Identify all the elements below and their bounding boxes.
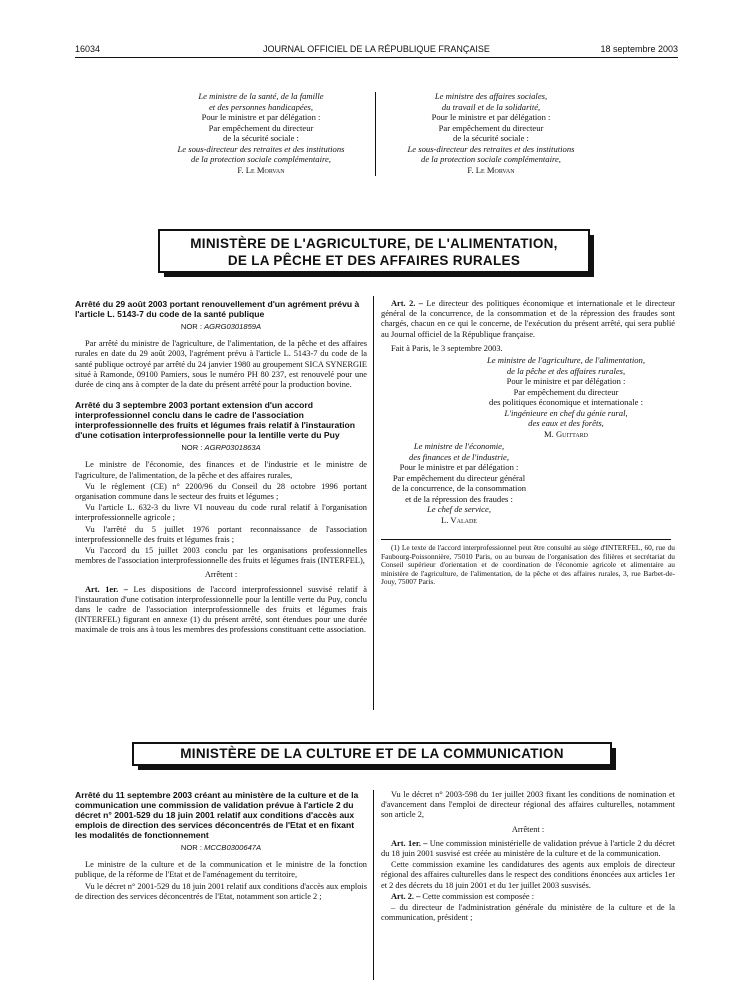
sig-line: Pour le ministre et par délégation :	[431, 112, 551, 122]
nor-code: MCCB0300647A	[204, 843, 262, 852]
sig-line: et de la répression des fraudes :	[405, 493, 513, 504]
sig-line: Le ministre de la santé, de la famille	[198, 91, 324, 101]
sig-line: Pour le ministre et par délégation :	[506, 376, 626, 387]
nor-label: NOR :	[180, 322, 205, 331]
ministry-heading-culture	[132, 742, 612, 766]
sig-line: Le ministre de l'agriculture, de l'alimentation,	[487, 355, 645, 366]
sig-line: de la protection sociale complémentaire,	[421, 154, 561, 164]
sig-line: de la pêche et des affaires rurales,	[506, 365, 626, 376]
arrete-title: Arrêté du 3 septembre 2003 portant extension d'un accord interprofessionnel conclu dans le cadre de l'association interprofessionnelle des fruits et légumes frais relatif à l'instauration d'une cotisation interprofessionnelle pour la lentille verte du Puy	[75, 400, 355, 441]
sig-name: F. Le Morvan	[467, 164, 515, 175]
article-2	[381, 892, 675, 902]
sig-line: Le sous-directeur des retraites et des institutions	[407, 143, 575, 154]
sig-line: de la sécurité sociale :	[223, 133, 299, 143]
signature-divider	[375, 92, 376, 176]
signature-economie	[369, 441, 549, 525]
paragraph: Le ministre de la culture et de la communication et le ministre de la fonction publique, de la réforme de l'Etat et de l'aménagement du territoire,	[75, 860, 367, 880]
paragraph: Par arrêté du ministre de l'agriculture, de l'alimentation, de la pêche et des affaires rurales en date du 29 août 2003, l'agrément prévu à l'article L. 5143-7 du code de la santé publique octroyé par arrêté du 24 janvier 1980 au groupement SICA SYNERGIE situé à Ramonde, 09100 Pamiers, sous le numéro PH 80 237, est renouvelé pour une durée de cinq ans à compter de la date du présent arrêté pour la production bovine.	[75, 339, 367, 390]
arretent: Arrêtent :	[204, 570, 238, 580]
article-text: Le directeur des politiques économique et internationale et le directeur général de la concurrence, de la consommation et de la répression des fraudes sont chargés, chacun en ce qui le concerne, de l'exécution du présent arrêté, qui sera publié au Journal officiel de la République française.	[381, 299, 676, 339]
sig-line: Le ministre de l'économie,	[413, 441, 505, 452]
right-column-agriculture	[381, 299, 675, 588]
article-1	[75, 585, 367, 636]
sig-line: des finances et de l'industrie,	[409, 451, 509, 462]
sig-line: de la protection sociale complémentaire,	[191, 154, 331, 164]
sig-line: de la sécurité sociale :	[453, 133, 529, 143]
ministry-line: DE LA PÊCHE ET DES AFFAIRES RURALES	[227, 253, 521, 268]
signature-left	[150, 91, 372, 175]
nor-label: NOR :	[181, 443, 205, 453]
sig-line: de la concurrence, de la consommation	[391, 483, 527, 494]
sig-line: du travail et de la solidarité,	[441, 101, 541, 112]
signature-right	[380, 91, 602, 175]
page-number: 16034	[75, 44, 101, 54]
sig-line: des eaux et des forêts,	[528, 418, 604, 429]
right-column-culture	[381, 790, 675, 924]
article-label: Art. 1er. –	[391, 838, 428, 848]
left-column-culture	[75, 790, 367, 903]
arretent: Arrêtent :	[511, 824, 545, 834]
nor-reference	[75, 322, 367, 332]
article-label: Art. 2. –	[391, 891, 421, 901]
nor-code: AGRG0301859A	[204, 322, 262, 331]
nor-code: AGRP0301863A	[204, 443, 261, 453]
left-column-agriculture	[75, 299, 367, 637]
article-label: Art. 2. –	[391, 299, 423, 308]
paragraph: Vu le décret n° 2001-529 du 18 juin 2001 relatif aux conditions d'accès aux emplois de direction des services déconcentrés de l'Etat, notamment son article 2 ;	[75, 881, 367, 901]
column-divider	[373, 790, 374, 980]
article-text: Cette commission est composée :	[420, 891, 535, 901]
paragraph: Vu l'arrêté du 5 juillet 1976 portant reconnaissance de l'association interprofessionnelle des fruits et légumes frais ;	[75, 524, 367, 544]
paragraph: Vu le règlement (CE) n° 2200/96 du Conseil du 28 octobre 1996 portant organisation commune dans le secteur des fruits et légumes ;	[75, 481, 367, 502]
nor-reference	[75, 843, 367, 853]
sig-name: M. Guittard	[544, 428, 588, 439]
ministry-heading-agriculture	[158, 229, 590, 273]
arrete-title: Arrêté du 29 août 2003 portant renouvellement d'un agrément prévu à l'article L. 5143-7 du code de la santé publique	[75, 299, 360, 319]
sig-line: L'ingénieure en chef du génie rural,	[504, 407, 628, 418]
sig-line: Le sous-directeur des retraites et des institutions	[177, 143, 345, 154]
journal-title: JOURNAL OFFICIEL DE LA RÉPUBLIQUE FRANÇAISE	[263, 44, 490, 54]
footnote: (1) Le texte de l'accord interprofessionnel peut être consulté au siège d'INTERFEL, 60, rue du Faubourg-Poissonnière, 75010 Paris, ou au bureau de l'organisation des filières et secrétariat du Conseil supérieur d'orientation et de coordination de l'économie agricole et alimentaire au ministère de l'agriculture, de l'alimentation, de la pêche et des affaires rurales, 3, rue Barbet-de-Jouy, 75007 Paris.	[381, 543, 675, 587]
sig-line: des politiques économique et internationale :	[489, 397, 643, 408]
footnote-rule	[381, 539, 671, 540]
arrete-title: Arrêté du 11 septembre 2003 créant au ministère de la culture et de la communication une commission de validation prévue à l'article 2 du décret n° 2001-529 du 18 juin 2001 relatif aux conditions d'accès aux emplois de direction des services déconcentrés de l'Etat et en fixant les modalités de fonctionnement	[75, 790, 359, 840]
sig-line: et des personnes handicapées,	[208, 101, 314, 112]
sig-name: L. Valade	[441, 514, 477, 525]
article-text: Une commission ministérielle de validation prévue à l'article 2 du décret du 18 juin 2001 susvisé est créée au ministère de la culture et de la communication.	[381, 838, 675, 859]
sig-name: F. Le Morvan	[237, 164, 285, 175]
paragraph: Vu l'article L. 632-3 du livre VI nouveau du code rural relatif à l'organisation interprofessionnelle agricole ;	[75, 503, 367, 523]
issue-date: 18 septembre 2003	[600, 44, 678, 54]
paragraph: Le ministre de l'économie, des finances et de l'industrie et le ministre de l'agriculture, de l'alimentation, de la pêche et des affaires rurales,	[75, 460, 367, 480]
sig-line: Le ministre des affaires sociales,	[434, 91, 548, 101]
sig-line: Par empêchement du directeur	[438, 122, 544, 133]
sig-line: Par empêchement du directeur	[513, 386, 619, 397]
header-rule	[75, 57, 678, 58]
sig-line: Par empêchement du directeur	[208, 122, 314, 133]
ministry-line: MINISTÈRE DE L'AGRICULTURE, DE L'ALIMENTATION,	[190, 236, 558, 251]
paragraph: Cette commission examine les candidatures des agents aux emplois de directeur régional des affaires culturelles dans le respect des conditions énoncées aux articles 1er et 2 des décrets du 18 juin 2001 et du 1er juillet 2003 susvisés.	[381, 860, 675, 890]
sig-line: Le chef de service,	[427, 504, 491, 515]
paragraph: – du directeur de l'administration générale du ministère de la culture et de la communication, président ;	[381, 903, 675, 923]
article-1	[381, 839, 675, 859]
paragraph: Vu l'accord du 15 juillet 2003 conclu par les organisations professionnelles membres de l'association interprofessionnelle des fruits et légumes frais (INTERFEL),	[75, 546, 367, 566]
article-label: Art. 1er. –	[85, 584, 128, 594]
article-2	[381, 299, 675, 340]
paragraph: Vu le décret n° 2003-598 du 1er juillet 2003 fixant les conditions de nomination et d'avancement dans l'emploi de directeur régional des affaires culturelles, notamment son article 2,	[381, 790, 675, 820]
signature-agriculture	[461, 355, 671, 439]
sig-line: Par empêchement du directeur général	[392, 472, 526, 483]
article-text: Les dispositions de l'accord interprofessionnel susvisé relatif à l'instauration d'une cotisation interprofessionnelle pour la lentille verte du Puy, conclu dans le cadre de l'association interprofessionnelle des fruits et légumes frais (INTERFEL) figurant en annexe (1) du présent arrêté, sont étendues pour une durée maximale de trois ans à tous les membres des professions constituant cette association.	[75, 584, 367, 635]
fait-a-paris: Fait à Paris, le 3 septembre 2003.	[391, 343, 503, 353]
nor-reference	[75, 443, 367, 453]
ministry-line: MINISTÈRE DE LA CULTURE ET DE LA COMMUNICATION	[180, 746, 564, 761]
sig-line: Pour le ministre et par délégation :	[399, 462, 519, 473]
sig-line: Pour le ministre et par délégation :	[201, 112, 321, 122]
nor-label: NOR :	[180, 843, 205, 852]
